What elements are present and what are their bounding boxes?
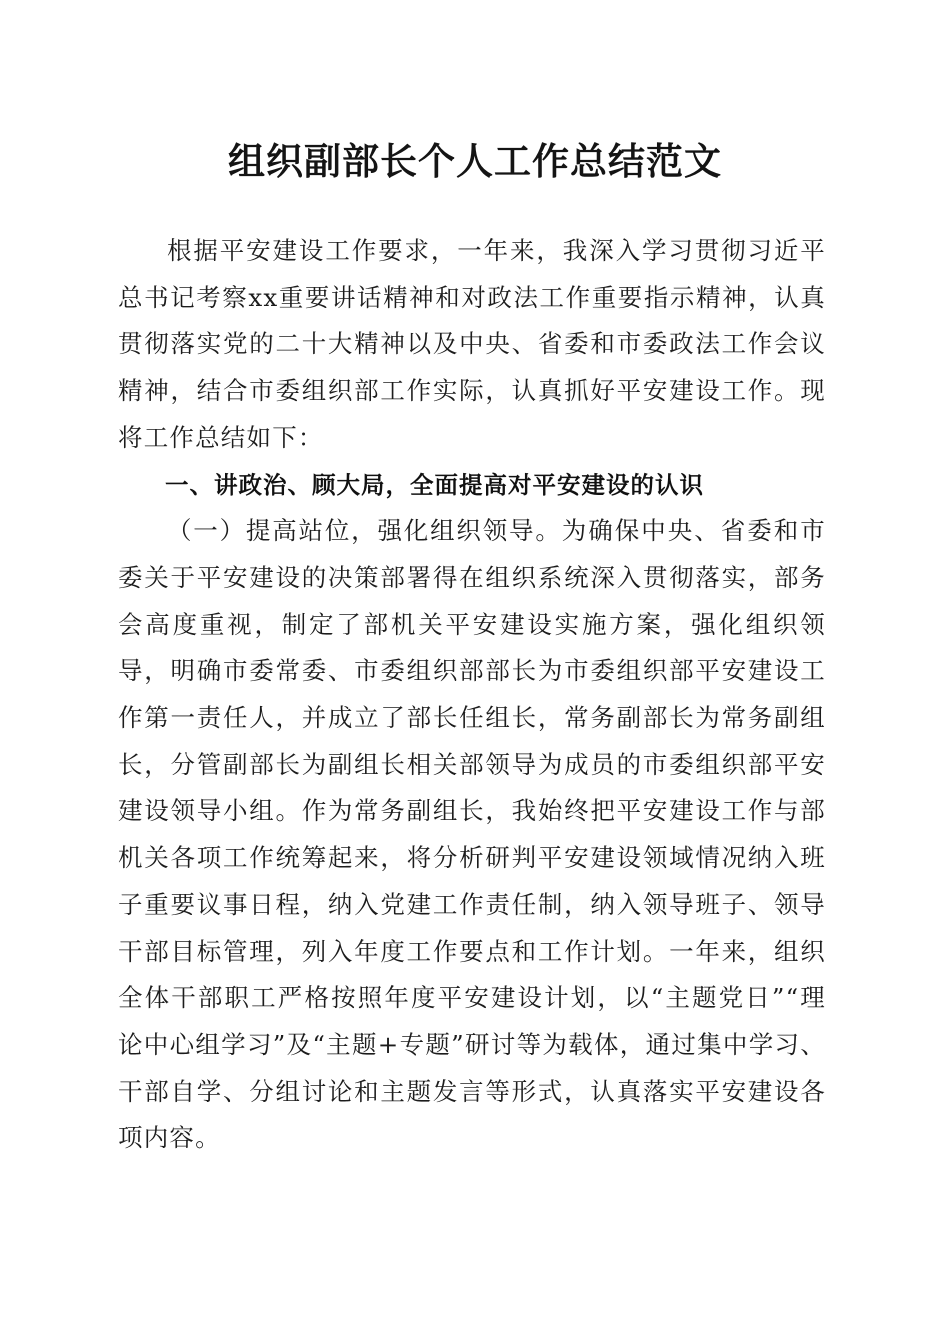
document-body <box>118 228 826 1162</box>
document-title: 组织副部长个人工作总结范文 <box>228 139 722 183</box>
subsection-1-paragraph <box>118 508 826 1162</box>
subsection-1-text: 为确保中央、省委和市委关于平安建设的决策部署得在组织系统深入贯彻落实，部务会高度重视，制定了部机关平安建设实施方案，强化组织领导，明确市委常委、市委组织部部长为市委组织部平安建设工作第一责任人，并成立了部长任组长，常务副部长为常务副组长，分管副部长为副组长相关部领导为成员的市委组织部平安建设领导小组。作为常务副组长，我始终把平安建设工作与部机关各项工作统筹起来，将分析研判平安建设领域情况纳入班子重要议事日程，纳入党建工作责任制，纳入领导班子、领导干部目标管理，列入年度工作要点和工作计划。一年来，组织全体干部职工严格按照年度平安建设计划，以“主题党日”“理论中心组学习”及“主题+专题”研讨等为载体，通过集中学习、干部自学、分组讨论和主题发言等形式，认真落实平安建设各项内容。 <box>118 516 826 1153</box>
section-1-heading: 一、讲政治、顾大局，全面提高对平安建设的认识 <box>165 470 704 499</box>
subsection-1-lead: （一）提高站位，强化组织领导。 <box>167 516 562 546</box>
intro-paragraph: 根据平安建设工作要求，一年来，我深入学习贯彻习近平总书记考察xx重要讲话精神和对政法工作重要指示精神，认真贯彻落实党的二十大精神以及中央、省委和市委政法工作会议精神，结合市委组织部工作实际，认真抓好平安建设工作。现将工作总结如下： <box>118 236 826 452</box>
